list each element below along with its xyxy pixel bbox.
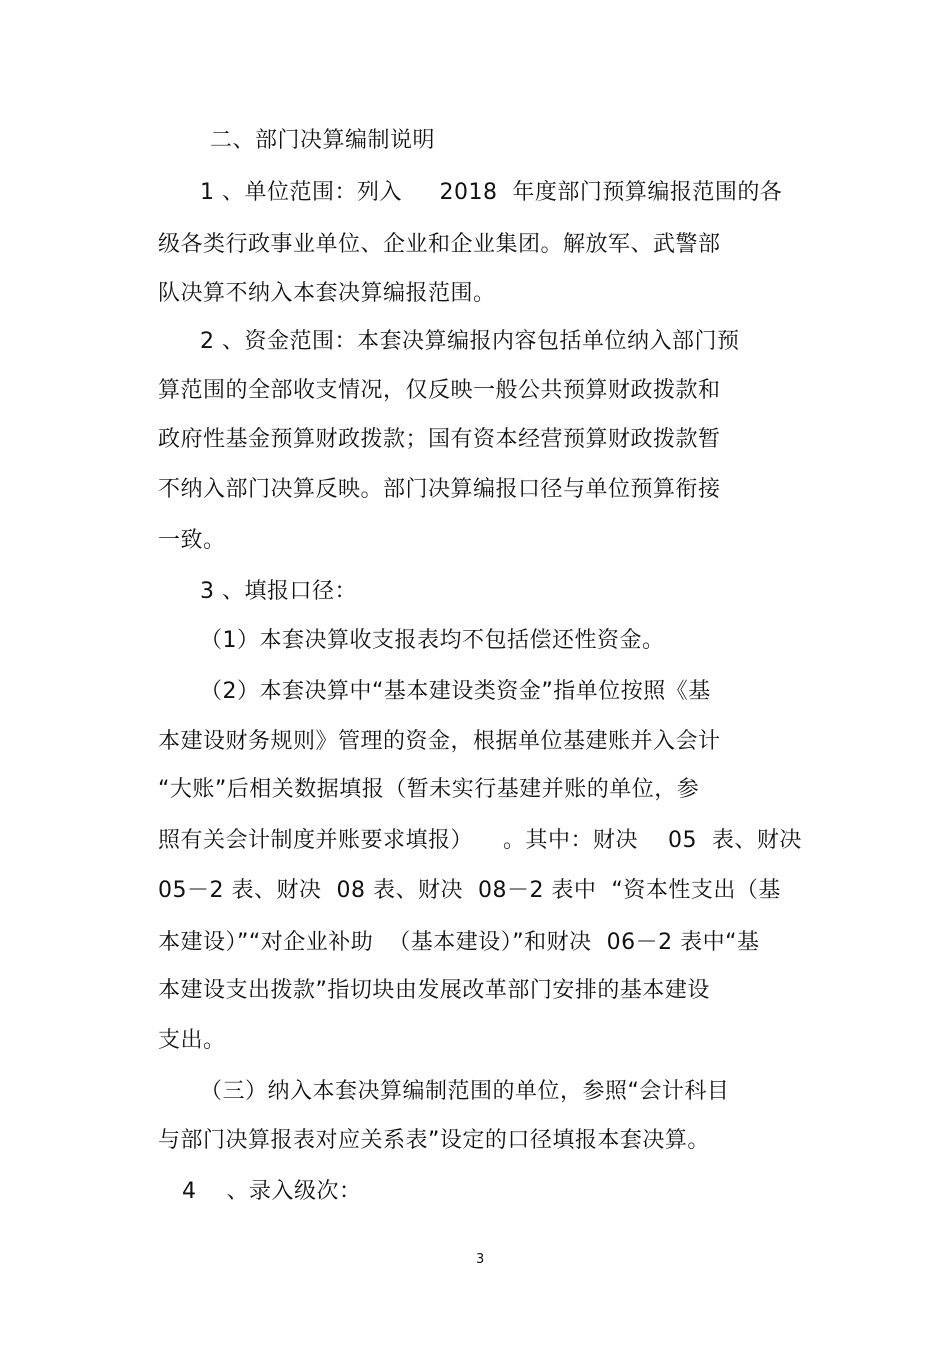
- paragraph-line: 政府性基金预算财政拨款；国有资本经营预算财政拨款暂: [158, 427, 721, 452]
- paragraph-line: 一致。: [158, 528, 226, 553]
- paragraph-line: 2 、资金范围：本套决算编报内容包括单位纳入部门预: [200, 329, 740, 354]
- paragraph-line: 不纳入部门决算反映。部门决算编报口径与单位预算衔接: [158, 477, 721, 502]
- paragraph-line: 照有关会计制度并账要求填报） 。其中：财决 05 表、财决: [158, 828, 802, 853]
- page-number: 3: [476, 1252, 485, 1267]
- section-heading: 二、部门决算编制说明: [210, 128, 436, 153]
- paragraph-line: 05－2 表、财决 08 表、财决 08－2 表中 “资本性支出（基: [158, 878, 781, 903]
- paragraph-line: 本建设支出拨款”指切块由发展改革部门安排的基本建设: [158, 978, 710, 1003]
- paragraph-line: （三）纳入本套决算编制范围的单位，参照“会计科目: [200, 1079, 730, 1104]
- paragraph-line: 4 、录入级次：: [182, 1179, 362, 1204]
- paragraph-line: 1 、单位范围：列入 2018 年度部门预算编报范围的各: [200, 180, 783, 205]
- paragraph-line: “大账”后相关数据填报（暂未实行基建并账的单位，参: [158, 777, 700, 802]
- paragraph-line: 与部门决算报表对应关系表”设定的口径填报本套决算。: [158, 1128, 710, 1153]
- paragraph-line: 队决算不纳入本套决算编报范围。: [158, 281, 496, 306]
- paragraph-line: 本建设）”“对企业补助 （基本建设）”和财决 06－2 表中“基: [158, 930, 760, 955]
- paragraph-line: （2）本套决算中“基本建设类资金”指单位按照《基: [200, 679, 711, 704]
- paragraph-line: 支出。: [158, 1028, 226, 1053]
- paragraph-line: 算范围的全部收支情况，仅反映一般公共预算财政拨款和: [158, 378, 721, 403]
- paragraph-line: （1）本套决算收支报表均不包括偿还性资金。: [200, 628, 665, 653]
- paragraph-line: 本建设财务规则》管理的资金，根据单位基建账并入会计: [158, 729, 721, 754]
- paragraph-line: 3 、填报口径：: [200, 579, 357, 604]
- paragraph-line: 级各类行政事业单位、企业和企业集团。解放军、武警部: [158, 232, 721, 257]
